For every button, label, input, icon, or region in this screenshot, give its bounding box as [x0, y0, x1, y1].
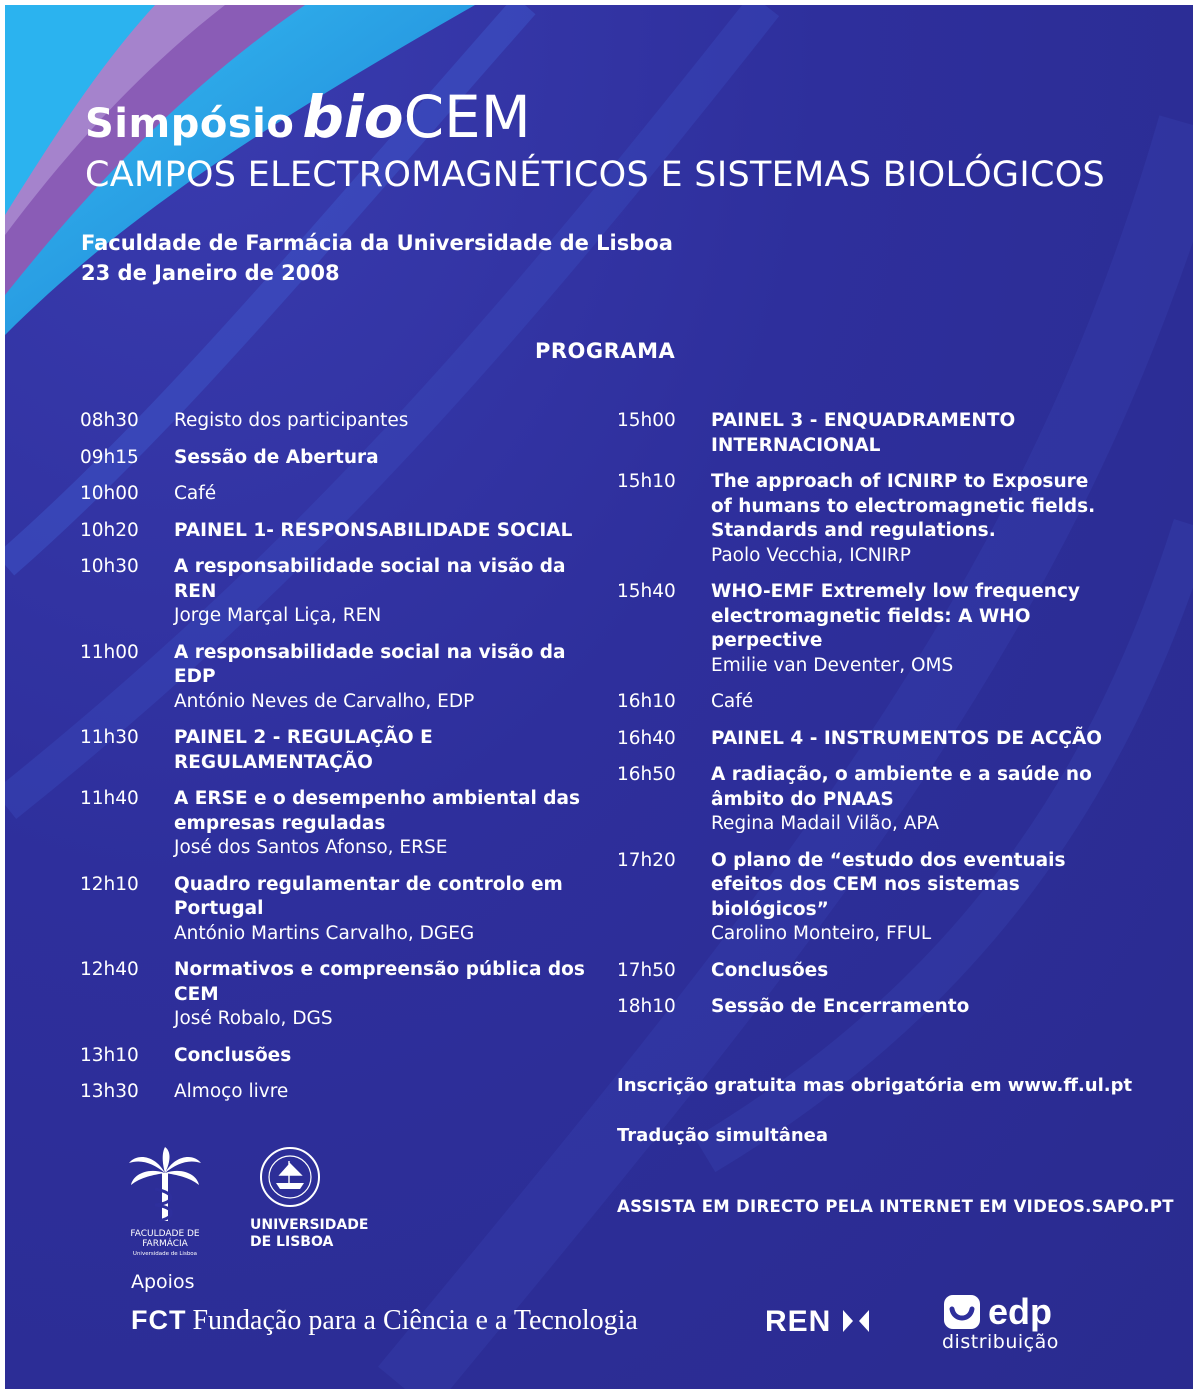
program-title: Almoço livre [174, 1081, 289, 1102]
program-item [80, 519, 600, 544]
program-time: 11h30 [80, 727, 139, 748]
program-item [80, 446, 600, 471]
live-stream-info: ASSISTA EM DIRECTO PELA INTERNET EM VIDEOS.SAPO.PT [617, 1197, 1174, 1216]
ff-logo-line3: Universidade de Lisboa [132, 1251, 198, 1257]
program-title: WHO-EMF Extremely low frequency electromagnetic fields: A WHO perpective [711, 581, 1080, 651]
program-time: 13h30 [80, 1081, 139, 1102]
program-item [80, 1080, 600, 1105]
title-bio: bio [302, 83, 404, 151]
program-item [617, 959, 1137, 984]
program-time: 16h40 [617, 727, 676, 749]
program-time: 10h00 [80, 483, 139, 504]
translation-info: Tradução simultânea [617, 1125, 829, 1146]
program-title: PAINEL 2 - REGULAÇÃO E REGULAMENTAÇÃO [174, 727, 433, 773]
program-item [617, 690, 1137, 715]
program-speaker: António Martins Carvalho, DGEG [174, 922, 475, 944]
title [85, 83, 531, 151]
fct-abbr: FCT [131, 1305, 187, 1335]
fct-logo [131, 1305, 638, 1337]
edp-smile-icon [942, 1293, 982, 1331]
event-date: 23 de Janeiro de 2008 [81, 261, 340, 285]
program-time: 17h20 [617, 849, 676, 871]
ul-logo-text [250, 1217, 368, 1251]
program-time: 10h20 [80, 519, 139, 541]
program-item [80, 1044, 600, 1069]
program-title: Café [711, 691, 754, 712]
edp-logo [942, 1291, 1059, 1353]
program-right-column [617, 409, 1137, 1032]
program-time: 16h10 [617, 691, 676, 712]
ul-logo-line1: UNIVERSIDADE [250, 1217, 369, 1233]
subtitle: CAMPOS ELECTROMAGNÉTICOS E SISTEMAS BIOLÓGICOS [85, 155, 1106, 195]
universidade-lisboa-logo [250, 1145, 368, 1251]
program-speaker: Paolo Vecchia, ICNIRP [711, 544, 911, 566]
program-time: 09h15 [80, 446, 139, 468]
university-seal-icon [254, 1145, 326, 1209]
program-time: 13h10 [80, 1044, 139, 1066]
program-title: A radiação, o ambiente e a saúde no âmbito do PNAAS [711, 764, 1092, 810]
programa-heading: PROGRAMA [535, 339, 676, 363]
program-item [80, 873, 600, 947]
program-time: 11h00 [80, 641, 139, 663]
program-item [80, 482, 600, 507]
program-item [617, 470, 1137, 568]
program-speaker: José Robalo, DGS [174, 1008, 333, 1029]
program-item [617, 849, 1137, 947]
program-title: PAINEL 3 - ENQUADRAMENTO INTERNACIONAL [711, 410, 1016, 456]
title-simposio: Simpósio [85, 101, 295, 147]
program-title: PAINEL 1- RESPONSABILIDADE SOCIAL [174, 519, 573, 541]
fct-name: Fundação para a Ciência e a Tecnologia [192, 1305, 638, 1336]
program-item [617, 995, 1137, 1020]
program-title: A ERSE e o desempenho ambiental das empresas reguladas [174, 788, 580, 834]
title-cem: CEM [403, 83, 531, 151]
program-title: Sessão de Encerramento [711, 996, 970, 1017]
program-time: 10h30 [80, 556, 139, 577]
program-speaker: Jorge Marçal Liça, REN [174, 605, 382, 626]
program-title: Registo dos participantes [174, 410, 409, 431]
program-title: Normativos e compreensão pública dos CEM [174, 959, 585, 1005]
program-item [80, 641, 600, 715]
program-item [80, 409, 600, 434]
program-time: 08h30 [80, 410, 139, 431]
program-title: Conclusões [174, 1044, 292, 1066]
program-title: The approach of ICNIRP to Exposure of humans to electromagnetic fields. Standards and regulations. [711, 471, 1096, 541]
registration-info: Inscrição gratuita mas obrigatória em www.ff.ul.pt [617, 1075, 1133, 1096]
ren-logo [765, 1305, 871, 1339]
edp-wordmark: edp [988, 1291, 1053, 1332]
program-item [80, 958, 600, 1032]
program-time: 18h10 [617, 996, 676, 1017]
program-item [617, 727, 1137, 752]
program-left-column [80, 409, 600, 1117]
program-item [617, 409, 1137, 458]
program-title: Café [174, 483, 217, 504]
program-time: 12h40 [80, 959, 139, 980]
program-title: O plano de “estudo dos eventuais efeitos dos CEM nos sistemas biológicos” [711, 849, 1066, 920]
program-title: Sessão de Abertura [174, 446, 379, 468]
program-speaker: António Neves de Carvalho, EDP [174, 690, 475, 712]
program-item [80, 726, 600, 775]
program-speaker: Carolino Monteiro, FFUL [711, 923, 932, 944]
program-title: A responsabilidade social na visão da EDP [174, 641, 566, 687]
program-time: 17h50 [617, 959, 676, 981]
program-item [617, 763, 1137, 837]
program-time: 15h10 [617, 471, 676, 492]
ren-mark-icon [841, 1308, 871, 1334]
program-time: 16h50 [617, 764, 676, 785]
venue: Faculdade de Farmácia da Universidade de Lisboa [81, 231, 673, 255]
program-item [617, 580, 1137, 678]
ff-logo-text [125, 1229, 205, 1259]
program-time: 15h40 [617, 581, 676, 602]
ff-logo-line2: FARMÁCIA [142, 1239, 188, 1249]
program-title: A responsabilidade social na visão da REN [174, 556, 566, 602]
program-title: PAINEL 4 - INSTRUMENTOS DE ACÇÃO [711, 727, 1103, 749]
palm-tree-icon [125, 1145, 205, 1223]
apoios-label: Apoios [131, 1271, 195, 1293]
program-time: 15h00 [617, 410, 676, 431]
venue-block [81, 228, 673, 288]
poster [5, 5, 1193, 1389]
edp-subtitle: distribuição [942, 1331, 1059, 1353]
program-item [80, 555, 600, 629]
ul-logo-line2: DE LISBOA [250, 1234, 334, 1250]
program-time: 11h40 [80, 788, 139, 809]
ff-logo-line1: FACULDADE DE [130, 1229, 200, 1239]
program-speaker: Emilie van Deventer, OMS [711, 654, 954, 676]
program-title: Quadro regulamentar de controlo em Portugal [174, 873, 563, 919]
ren-wordmark: REN [765, 1305, 832, 1338]
program-title: Conclusões [711, 959, 829, 981]
program-speaker: José dos Santos Afonso, ERSE [174, 837, 448, 858]
program-item [80, 787, 600, 861]
program-speaker: Regina Madail Vilão, APA [711, 813, 939, 834]
faculdade-farmacia-logo [125, 1145, 205, 1259]
program-time: 12h10 [80, 873, 139, 895]
